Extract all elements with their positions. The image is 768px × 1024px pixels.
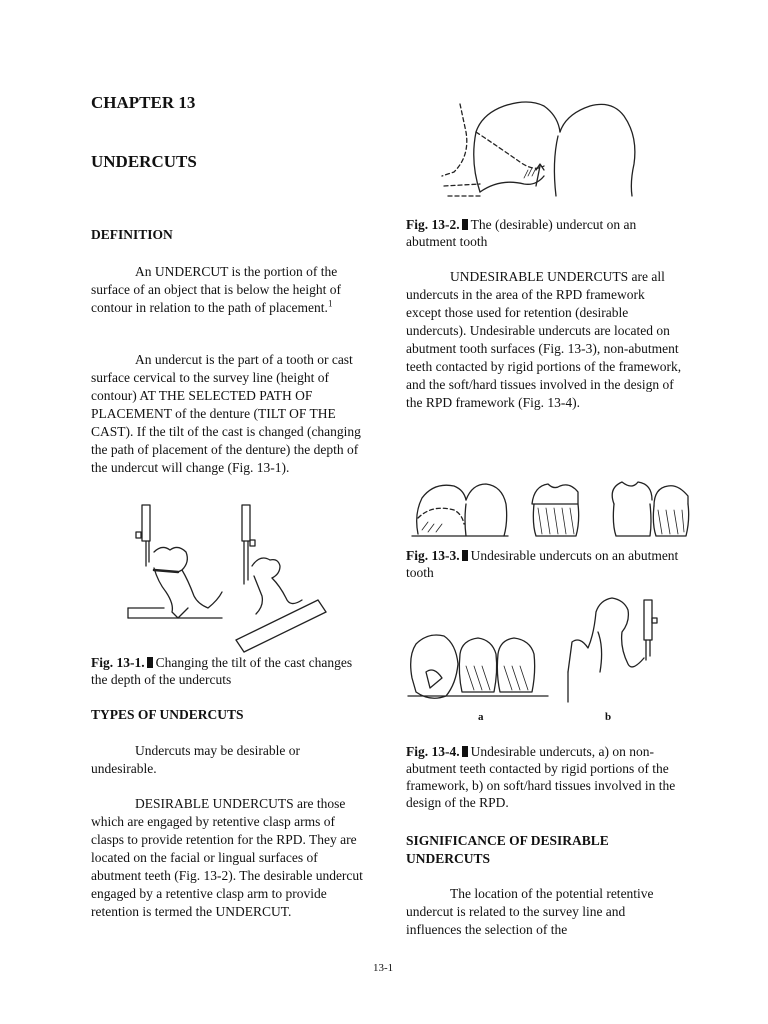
undesirable-paragraph: UNDESIRABLE UNDERCUTS are all undercuts in the area of the RPD framework except those used for retention (desirable undercuts). Undesirable undercuts are located on abutment tooth surfaces (Fig. 13-3), non-abutment teeth contacted by rigid portions of the framework, and the soft/hard tissues involved in the design of the RPD framework (Fig. 13-4).: [406, 269, 682, 410]
figure-13-2-label: Fig. 13-2.: [406, 217, 460, 232]
types-paragraph-1: Undercuts may be desirable or undesirable.: [91, 743, 300, 776]
figure-13-4-label: Fig. 13-4.: [406, 744, 460, 759]
figure-13-2-caption: [406, 216, 682, 250]
page-title: UNDERCUTS: [91, 152, 197, 171]
definition-paragraph-2: An undercut is the part of a tooth or cast surface cervical to the survey line (height of contour) AT THE SELECTED PATH OF PLACEMENT of the denture (TILT OF THE CAST). If the tilt of the cast is changed (changing the path of placement of the denture) the depth of the undercut will change (Fig. 13-1).: [91, 352, 361, 475]
definition-paragraph-1-text: An UNDERCUT is the portion of the surface of an object that is below the height of contour in relation to the path of placement.: [91, 264, 342, 315]
footnote-marker: 1: [327, 298, 333, 309]
figure-13-1-caption-text: Changing the tilt of the cast changes the depth of the undercuts: [91, 655, 353, 687]
definition-paragraph-1: [91, 263, 366, 317]
significance-paragraph: The location of the potential retentive undercut is related to the survey line and influences the selection of the: [406, 886, 654, 937]
page-number: 13-1: [373, 962, 394, 974]
significance-heading: SIGNIFICANCE OF DESIRABLE UNDERCUTS: [406, 833, 609, 866]
figure-13-2-caption-text: The (desirable) undercut on an abutment tooth: [406, 217, 637, 249]
types-paragraph-2: DESIRABLE UNDERCUTS are those which are engaged by retentive clasp arms of clasps to provide retention for the RPD. They are located on the facial or lingual surfaces of abutment teeth (Fig. 13-2). The desirable undercut engaged by a retentive clasp arm to provide retention is termed the UNDERCUT.: [91, 796, 363, 919]
figure-13-4-sublabel-a: a: [478, 711, 484, 723]
types-heading: TYPES OF UNDERCUTS: [91, 707, 244, 722]
caption-marker-icon: [147, 657, 153, 668]
caption-marker-icon: [462, 746, 468, 757]
figure-13-3-label: Fig. 13-3.: [406, 548, 460, 563]
figure-13-1-caption: [91, 654, 366, 688]
figure-13-3-drawing: [408, 474, 698, 544]
figure-13-4-caption: [406, 743, 682, 811]
caption-marker-icon: [462, 550, 468, 561]
figure-13-2-drawing: [440, 92, 650, 212]
figure-13-1-label: Fig. 13-1.: [91, 655, 145, 670]
chapter-heading: CHAPTER 13: [91, 93, 196, 112]
figure-13-4-drawing: [408, 592, 678, 702]
figure-13-3-caption: [406, 547, 682, 581]
figure-13-1-drawing: [118, 500, 358, 650]
figure-13-4-sublabel-b: b: [605, 711, 612, 723]
figure-13-4-caption-text: Undesirable undercuts, a) on non-abutment teeth contacted by rigid portions of the framework, b) on soft/hard tissues involved in the design of the RPD.: [406, 744, 676, 810]
figure-13-3-caption-text: Undesirable undercuts on an abutment tooth: [406, 548, 679, 580]
definition-heading: DEFINITION: [91, 227, 173, 242]
caption-marker-icon: [462, 219, 468, 230]
